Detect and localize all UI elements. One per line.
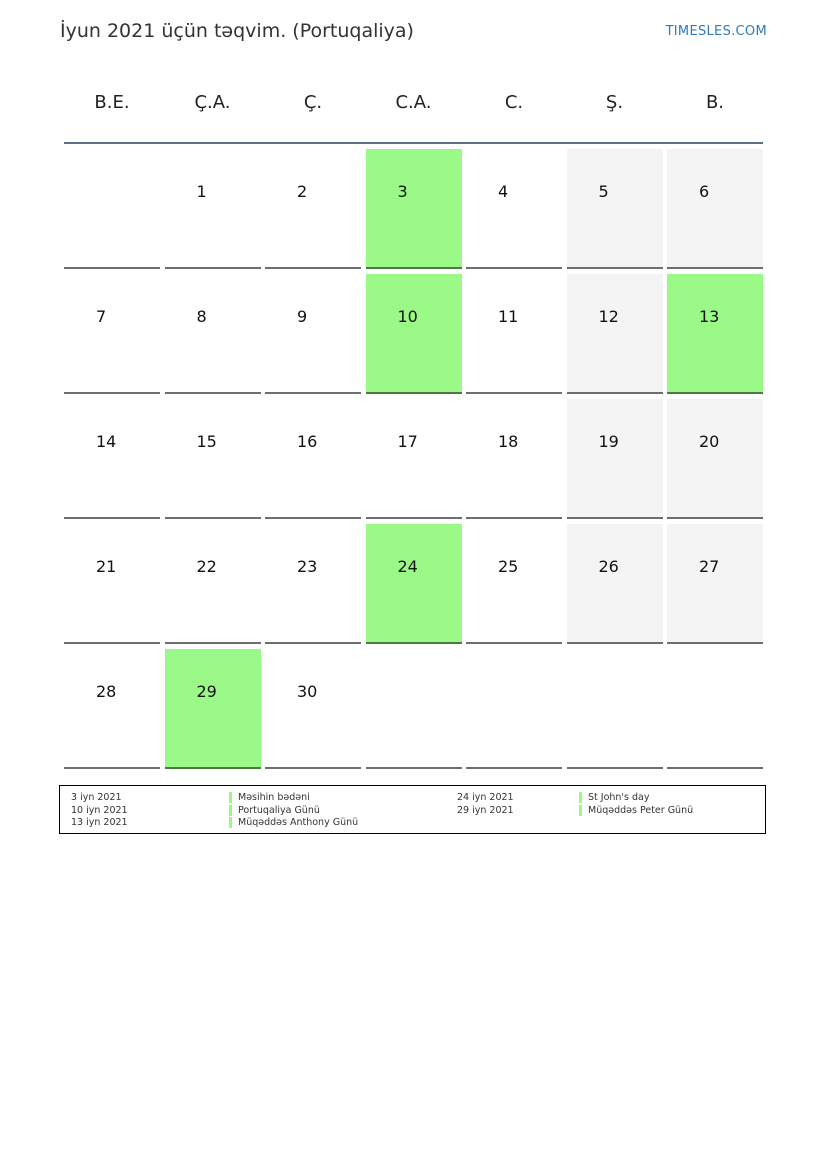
day-cell-19 xyxy=(567,399,663,519)
weekday-tuesday: Ç.A. xyxy=(194,92,231,113)
calendar-grid xyxy=(64,149,764,769)
day-number: 6 xyxy=(699,182,710,201)
day-cell-17 xyxy=(366,399,462,519)
legend-holiday-name: St John's day xyxy=(579,792,650,803)
day-number: 7 xyxy=(96,307,107,326)
day-number: 17 xyxy=(397,432,418,451)
day-cell-8 xyxy=(165,274,261,394)
empty-day-cell xyxy=(567,649,663,769)
day-number: 8 xyxy=(196,307,207,326)
day-number: 14 xyxy=(96,432,117,451)
day-number: 4 xyxy=(498,182,509,201)
legend-holiday-name: Məsihin bədəni xyxy=(229,792,310,803)
legend-holiday-name: Müqəddəs Peter Günü xyxy=(579,805,693,816)
day-number: 16 xyxy=(297,432,318,451)
day-number: 15 xyxy=(196,432,217,451)
legend-date: 13 iyn 2021 xyxy=(71,817,128,828)
weekday-wednesday: Ç. xyxy=(303,92,323,113)
legend-date: 29 iyn 2021 xyxy=(457,805,514,816)
weekday-friday: C. xyxy=(504,92,524,113)
page-title: İyun 2021 üçün təqvim. (Portuqaliya) xyxy=(60,20,414,42)
empty-day-cell xyxy=(466,649,562,769)
day-number: 12 xyxy=(598,307,619,326)
day-cell-29 xyxy=(165,649,261,769)
brand-link[interactable]: TIMESLES.COM xyxy=(665,24,767,39)
day-cell-9 xyxy=(265,274,361,394)
day-number: 11 xyxy=(498,307,519,326)
day-cell-23 xyxy=(265,524,361,644)
day-cell-26 xyxy=(567,524,663,644)
legend-date: 3 iyn 2021 xyxy=(71,792,122,803)
day-number: 1 xyxy=(196,182,207,201)
day-number: 3 xyxy=(397,182,408,201)
day-cell-14 xyxy=(64,399,160,519)
empty-day-cell xyxy=(64,149,160,269)
weekday-sunday: B. xyxy=(705,92,725,113)
legend-date: 24 iyn 2021 xyxy=(457,792,514,803)
day-cell-10 xyxy=(366,274,462,394)
day-number: 27 xyxy=(699,557,720,576)
day-number: 25 xyxy=(498,557,519,576)
day-number: 29 xyxy=(196,682,217,701)
day-cell-16 xyxy=(265,399,361,519)
day-cell-3 xyxy=(366,149,462,269)
day-cell-18 xyxy=(466,399,562,519)
day-cell-20 xyxy=(667,399,763,519)
day-cell-25 xyxy=(466,524,562,644)
day-cell-6 xyxy=(667,149,763,269)
day-number: 22 xyxy=(196,557,217,576)
empty-day-cell xyxy=(667,649,763,769)
day-cell-21 xyxy=(64,524,160,644)
day-number: 2 xyxy=(297,182,308,201)
day-number: 19 xyxy=(598,432,619,451)
empty-day-cell xyxy=(366,649,462,769)
day-number: 10 xyxy=(397,307,418,326)
day-cell-4 xyxy=(466,149,562,269)
day-number: 9 xyxy=(297,307,308,326)
day-cell-15 xyxy=(165,399,261,519)
day-cell-27 xyxy=(667,524,763,644)
holiday-legend xyxy=(59,785,766,834)
legend-date: 10 iyn 2021 xyxy=(71,805,128,816)
day-cell-2 xyxy=(265,149,361,269)
day-number: 30 xyxy=(297,682,318,701)
day-number: 28 xyxy=(96,682,117,701)
day-cell-13 xyxy=(667,274,763,394)
day-cell-28 xyxy=(64,649,160,769)
day-cell-5 xyxy=(567,149,663,269)
day-cell-24 xyxy=(366,524,462,644)
legend-holiday-name: Portuqaliya Günü xyxy=(229,805,320,816)
day-number: 26 xyxy=(598,557,619,576)
day-cell-12 xyxy=(567,274,663,394)
weekday-header xyxy=(64,80,764,130)
day-cell-1 xyxy=(165,149,261,269)
legend-holiday-name: Müqəddəs Anthony Günü xyxy=(229,817,358,828)
day-cell-30 xyxy=(265,649,361,769)
day-number: 13 xyxy=(699,307,720,326)
day-cell-11 xyxy=(466,274,562,394)
header-divider xyxy=(64,142,763,144)
weekday-monday: B.E. xyxy=(94,92,130,113)
day-number: 5 xyxy=(598,182,609,201)
day-number: 18 xyxy=(498,432,519,451)
day-number: 21 xyxy=(96,557,117,576)
day-cell-7 xyxy=(64,274,160,394)
weekday-saturday: Ş. xyxy=(605,92,624,113)
day-number: 24 xyxy=(397,557,418,576)
day-number: 20 xyxy=(699,432,720,451)
weekday-thursday: C.A. xyxy=(395,92,432,113)
day-number: 23 xyxy=(297,557,318,576)
day-cell-22 xyxy=(165,524,261,644)
